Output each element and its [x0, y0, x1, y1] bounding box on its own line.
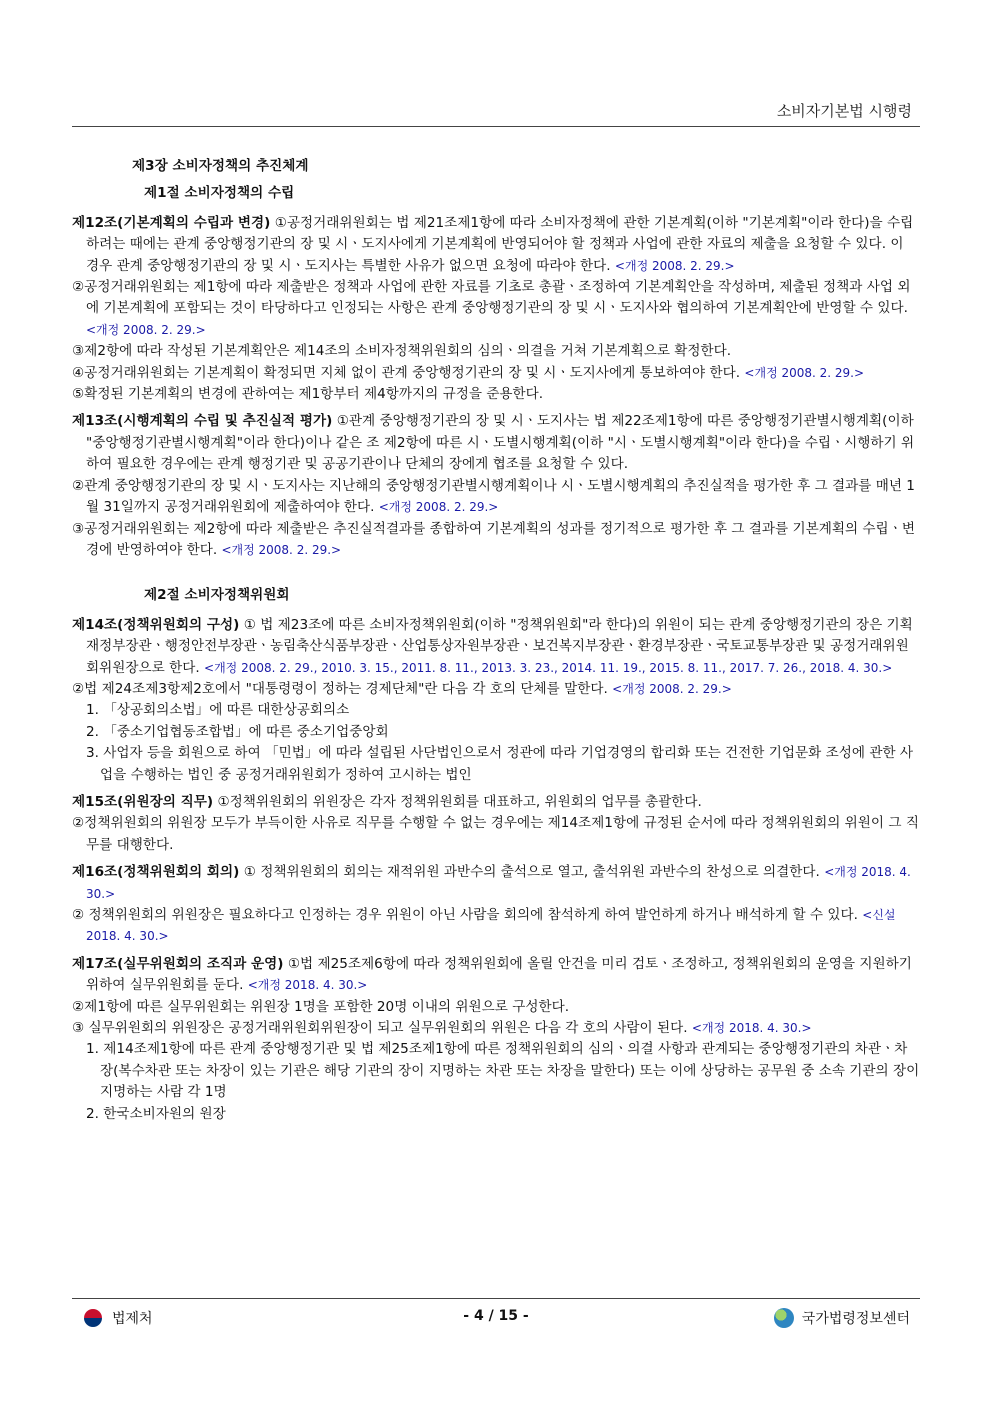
article-13-para-2: [72, 476, 920, 519]
article-12-para-2: [72, 277, 920, 341]
amendment-note: <개정 2018. 4. 30.>: [691, 1021, 812, 1036]
article-16-text-2: ② 정책위원회의 위원장은 필요하다고 인정하는 경우 위원이 아닌 사람을 회의에 참석하게 하여 발언하게 하거나 배석하게 할 수 있다.: [72, 907, 863, 923]
article-15-title: 제15조(위원장의 직무): [72, 793, 214, 810]
article-12-para-5: ⑤확정된 기본계획의 변경에 관하여는 제1항부터 제4항까지의 규정을 준용한다.: [72, 386, 544, 403]
article-15-para-1: [72, 792, 920, 813]
article-13-title: 제13조(시행계획의 수립 및 추진실적 평가): [72, 413, 333, 430]
article-15: [72, 792, 920, 856]
footer-left-label: 법제처: [112, 1311, 153, 1327]
article-13-text-3: ③공정거래위원회는 제2항에 따라 제출받은 추진실적결과를 종합하여 기본계획의 성과를 정기적으로 평가한 후 그 결과를 기본계획의 수립ㆍ변경에 반영하여야 한다.: [72, 520, 915, 558]
article-14: [72, 615, 920, 786]
header-divider: [72, 126, 920, 127]
article-14-text-2: ②법 제24조제3항제2호에서 "대통령령이 정하는 경제단체"란 다음 각 호의 단체를 말한다.: [72, 680, 613, 697]
article-17-para-3: [72, 1018, 920, 1039]
section-heading-2: 제2절 소비자정책위원회: [144, 587, 290, 604]
article-16: [72, 862, 920, 948]
globe-logo-icon: [774, 1308, 794, 1328]
page-footer: [72, 1308, 920, 1332]
article-14-text-1: ① 법 제23조에 따른 소비자정책위원회(이하 "정책위원회"라 한다)의 위원이 되는 관계 중앙행정기관의 장은 기획재정부장관ㆍ행정안전부장관ㆍ농림축산식품부장관ㆍ산업통상자원부장관ㆍ보건복지부장관ㆍ환경부장관ㆍ국토교통부장관 및 공정거래위원회위원장으로 한다.: [86, 616, 913, 676]
list-item: 2. 「중소기업협동조합법」에 따른 중소기업중앙회: [86, 723, 389, 740]
article-17-title: 제17조(실무위원회의 조직과 운영): [72, 955, 284, 972]
amendment-note: <신설 2018. 4. 30.>: [86, 908, 896, 944]
document-title: 소비자기본법 시행령: [776, 102, 912, 120]
article-14-title: 제14조(정책위원회의 구성): [72, 616, 240, 633]
article-13-para-1: [72, 411, 920, 475]
article-17-text-3: ③ 실무위원회의 위원장은 공정거래위원회위원장이 되고 실무위원회의 위원은 다음 각 호의 사람이 된다.: [72, 1020, 692, 1037]
amendment-note: <개정 2008. 2. 29.>: [378, 500, 499, 515]
article-14-para-1: [72, 615, 920, 679]
amendment-note: <개정 2008. 2. 29.>: [614, 258, 735, 273]
article-16-text-1: ① 정책위원회의 회의는 재적위원 과반수의 출석으로 열고, 출석위원 과반수의 찬성으로 의결한다.: [239, 864, 825, 881]
footer-right-label: 국가법령정보센터: [801, 1311, 910, 1327]
article-17-para-2: ②제1항에 따른 실무위원회는 위원장 1명을 포함한 20명 이내의 위원으로 구성한다.: [72, 998, 570, 1015]
article-12-text-4: ④공정거래위원회는 기본계획이 확정되면 지체 없이 관계 중앙행정기관의 장 및 시ㆍ도지사에게 통보하여야 한다.: [72, 364, 745, 381]
list-item: 1. 제14조제1항에 따른 관계 중앙행정기관 및 법 제25조제1항에 따른 정책위원회의 심의ㆍ의결 사항과 관계되는 중앙행정기관의 차관ㆍ차장(복수차관 또는 차장이 있는 기관은 해당 기관의 장이 지명하는 차관 또는 차장을 말한다) 또는 이에 상당하는 공무원 중 소속 기관의 장이 지명하는 사람 각 1명: [86, 1041, 920, 1101]
list-item: 2. 한국소비자원의 원장: [86, 1105, 226, 1122]
amendment-note: <개정 2008. 2. 29.>: [612, 681, 732, 696]
amendment-note: <개정 2018. 4. 30.>: [86, 865, 911, 901]
article-15-para-2: ②정책위원회의 위원장 모두가 부득이한 사유로 직무를 수행할 수 없는 경우에는 제14조제1항에 규정된 순서에 따라 정책위원회의 위원이 그 직무를 대행한다.: [72, 815, 919, 853]
article-16-title: 제16조(정책위원회의 회의): [72, 864, 240, 881]
article-12-para-4: [72, 363, 920, 384]
list-item: 3. 사업자 등을 회원으로 하여 「민법」에 따라 설립된 사단법인으로서 정관에 따라 기업경영의 합리화 또는 건전한 기업문화 조성에 관한 사업을 수행하는 법인 중 공정거래위원회가 정하여 고시하는 법인: [86, 745, 914, 783]
chapter-heading: 제3장 소비자정책의 추진체계: [132, 158, 309, 174]
article-12-text-1: ①공정거래위원회는 법 제21조제1항에 따라 소비자정책에 관한 기본계획(이하 "기본계획"이라 한다)을 수립하려는 때에는 관계 중앙행정기관의 장 및 시ㆍ도지사에게 기본계획에 반영되어야 할 정책과 사업에 관한 자료의 제출을 요청할 수 있다. 이 경우 관계 중앙행정기관의 장 및 시ㆍ도지사는 특별한 사유가 없으면 요청에 따라야 한다.: [86, 214, 914, 274]
article-12: [72, 213, 920, 406]
section-heading-1: 제1절 소비자정책의 수립: [144, 185, 295, 202]
list-item: 1. 「상공회의소법」에 따른 대한상공회의소: [86, 702, 350, 719]
amendment-note: <개정 2008. 2. 29., 2010. 3. 15., 2011. 8. 11., 2013. 3. 23., 2014. 11. 19., 2015. 8. 11., 2017. 7. 26., 2018. 4. 30.>: [204, 660, 893, 675]
article-13: [72, 411, 920, 561]
footer-divider: [72, 1298, 920, 1299]
article-17-para-1: [72, 954, 920, 997]
amendment-note: <개정 2008. 2. 29.>: [221, 542, 342, 557]
amendment-note: <개정 2018. 4. 30.>: [247, 978, 368, 993]
amendment-note: <개정 2008. 2. 29.>: [744, 365, 865, 380]
article-13-text-2: ②관계 중앙행정기관의 장 및 시ㆍ도지사는 지난해의 중앙행정기관별시행계획이나 시ㆍ도별시행계획의 추진실적을 평가한 후 그 결과를 매년 1월 31일까지 공정거래위원회에 제출하여야 한다.: [72, 477, 915, 516]
article-14-para-2: [72, 679, 920, 700]
amendment-note: <개정 2008. 2. 29.>: [86, 322, 206, 337]
article-16-para-1: [72, 862, 920, 905]
article-17: [72, 954, 920, 1125]
article-13-text-1: ①관계 중앙행정기관의 장 및 시ㆍ도지사는 법 제22조제1항에 따른 중앙행정기관별시행계획(이하 "중앙행정기관별시행계획"이라 한다)이나 같은 조 제2항에 따른 시ㆍ도별시행계획(이하 "시ㆍ도별시행계획"이라 한다)을 수립ㆍ시행하기 위하여 필요한 경우에는 관계 행정기관 및 공공기관이나 단체의 장에게 협조를 요청할 수 있다.: [86, 413, 915, 473]
article-13-para-3: [72, 519, 920, 562]
article-17-text-1: ①법 제25조제6항에 따라 정책위원회에 올릴 안건을 미리 검토ㆍ조정하고, 정책위원회의 운영을 지원하기 위하여 실무위원회를 둔다.: [86, 955, 912, 994]
article-16-para-2: [72, 905, 920, 948]
document-body: [72, 156, 920, 1131]
article-12-text-2: ②공정거래위원회는 제1항에 따라 제출받은 정책과 사업에 관한 자료를 기초로 총괄ㆍ조정하여 기본계획안을 작성하며, 제출된 정책과 사업 외에 기본계획에 포함되는 것이 타당하다고 인정되는 사항은 관계 중앙행정기관의 장 및 시ㆍ도지사와 협의하여 기본계획안에 반영할 수 있다.: [72, 279, 911, 317]
page-number: - 4 / 15 -: [463, 1308, 529, 1324]
article-15-text-1: ①정책위원회의 위원장은 각자 정책위원회를 대표하고, 위원회의 업무를 총괄한다.: [213, 793, 702, 810]
article-12-para-1: [72, 213, 920, 277]
footer-brand-right: [774, 1308, 910, 1328]
article-12-para-3: ③제2항에 따라 작성된 기본계획안은 제14조의 소비자정책위원회의 심의ㆍ의결을 거쳐 기본계획으로 확정한다.: [72, 343, 732, 360]
article-12-title: 제12조(기본계획의 수립과 변경): [72, 214, 271, 231]
